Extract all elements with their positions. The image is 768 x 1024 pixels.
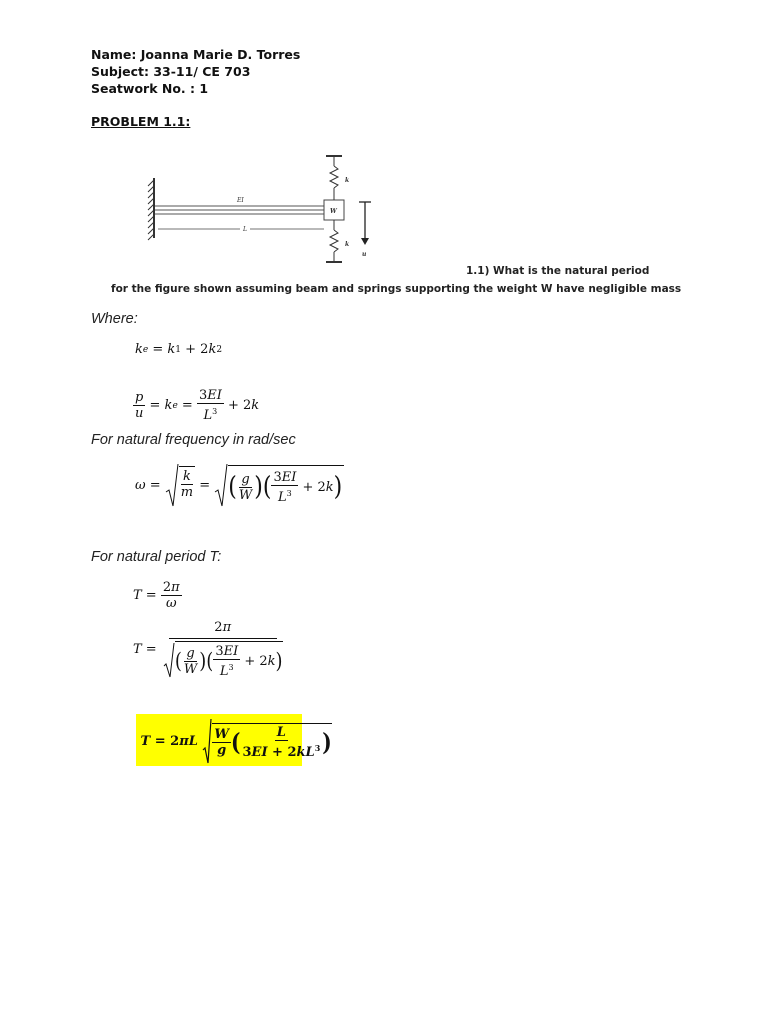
equation-omega: ω = $\frac{k}{m}$ = ( $\frac{g}{W}$ ) ( $\frac{3EI}{L^3}$ + 2 k ) (135, 462, 344, 508)
frequency-heading: For natural frequency in rad/sec (91, 432, 296, 448)
weight-label: W (330, 208, 337, 215)
subject-line: Subject: 33-11/ CE 703 (91, 64, 251, 79)
equation-final-answer: T = 2 πL $\frac{W}{g}$ ( $\frac{L}{3EI + 2kL^3}$ ) (136, 716, 332, 766)
period-heading: For natural period T: (91, 549, 222, 565)
problem-title: PROBLEM 1.1: (91, 114, 191, 129)
equation-ke: k e = k 1 + 2 k 2 (135, 342, 223, 357)
bottom-spring (330, 220, 338, 262)
seatwork-number: Seatwork No. : 1 (91, 81, 209, 96)
displacement-label: u (362, 251, 367, 258)
beam-spring-figure (140, 150, 400, 270)
where-label: Where: (91, 311, 138, 327)
student-name: Name: Joanna Marie D. Torres (91, 47, 301, 62)
equation-period-2: T = 2π ( $\frac{g}{W}$ ) ( $\frac{3EI}{L^3}$ + 2 k ) (133, 620, 283, 679)
bottom-spring-label: k (345, 241, 350, 248)
equation-period-1: T = $\frac{2\pi}{\omega}$ (133, 580, 180, 611)
question-line-1: 1.1) What is the natural period (466, 265, 650, 277)
beam-length-label: L (243, 226, 247, 233)
equation-stiffness: $\frac{p}{u}$ = k e = $\frac{3EI}{L^3}$ + 2 k (135, 388, 260, 423)
fixed-wall (148, 178, 154, 240)
beam (155, 206, 324, 214)
beam-ei-label: EI (237, 197, 244, 204)
question-line-2: for the figure shown assuming beam and springs supporting the weight W have negligible mass (111, 283, 682, 295)
top-spring-label: k (345, 177, 350, 184)
displacement-arrow (359, 202, 371, 240)
top-spring (330, 156, 338, 200)
